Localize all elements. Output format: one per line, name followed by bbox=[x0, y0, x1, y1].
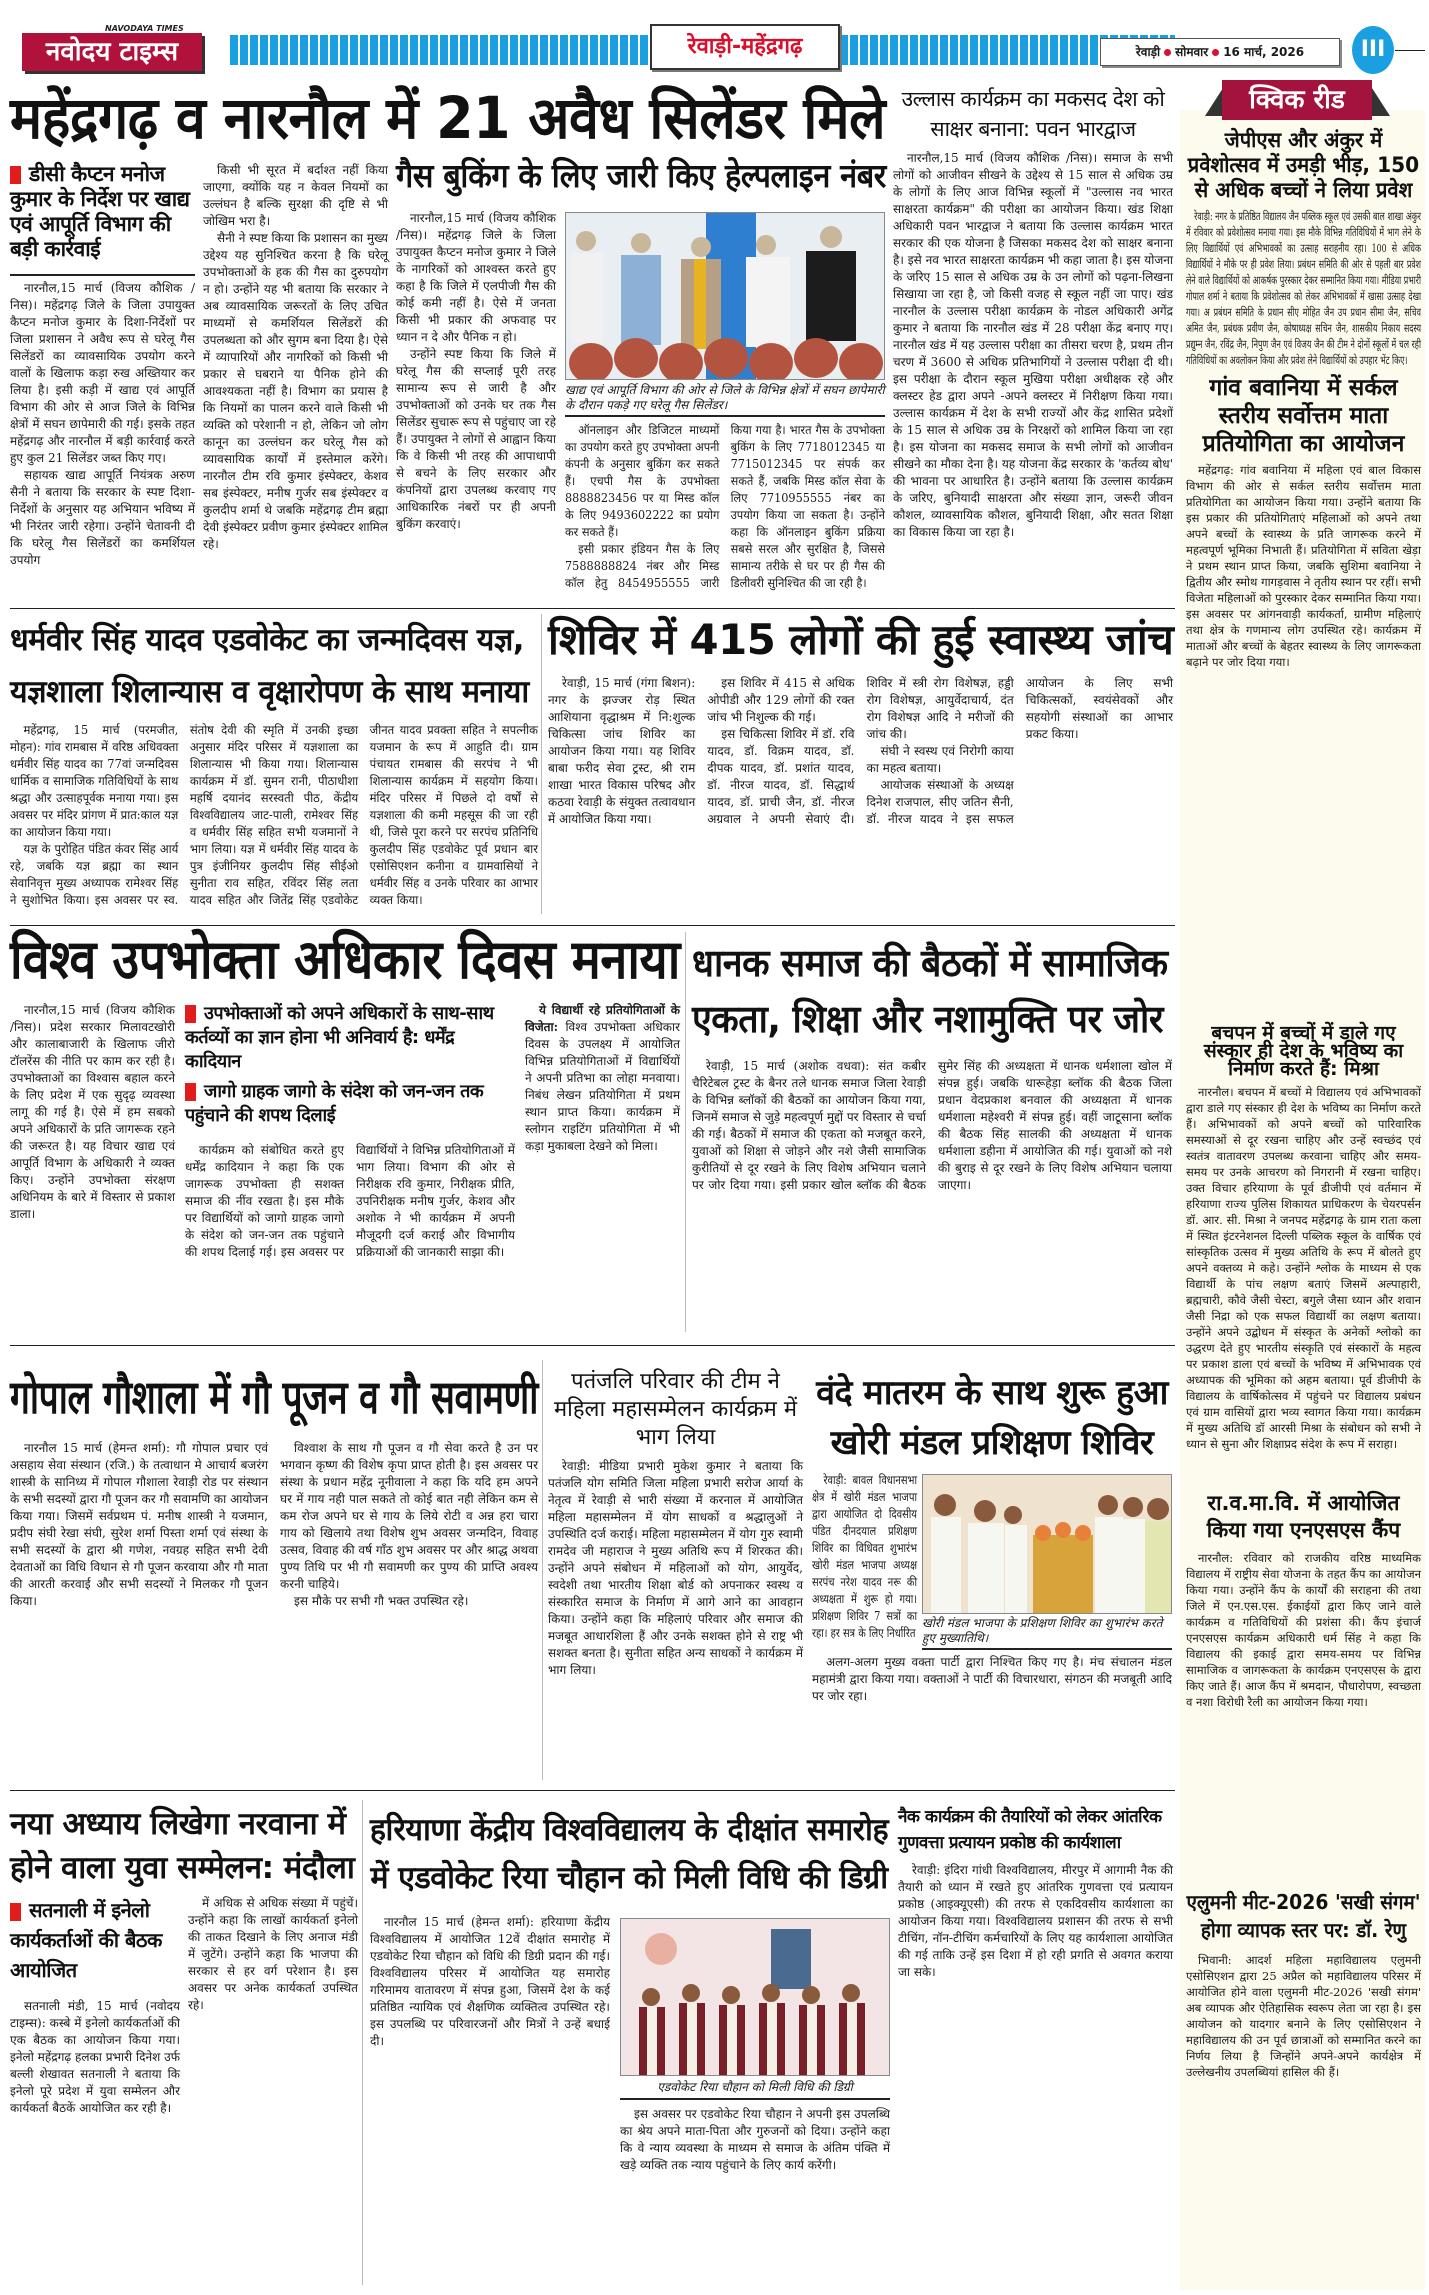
haryana-body bbox=[370, 1914, 610, 2285]
vishwa-body-col4 bbox=[525, 1002, 680, 1332]
paragraph: नारनौल 15 मार्च (हेमन्त शर्मा): गौ गोपाल प्रचार एवं असहाय सेवा संस्थान (रजि.) के तत्वाधान मे आचार्य बजरंग शास्त्री के सानिध्य में गोपाल गौशाला रेवाड़ी रोड पर संस्थान के सभी सदस्यों द्वारा गौ पूजन कर गौ सवामणि का आयोजन किया गया। जिसमें सर्वप्रथम पं. मनीष शास्त्री ने यजमान, प्रदीप संघी रेखा संघी, सुरेश शर्मा पिस्ता शर्मा एवं संस्था के सभी सदस्यों के द्वारा श्री गणेश, नवग्रह सहित सभी देवी देवताओं का विधि विधान से गौ पूजन करवाया और गौ माता की आरती करवाई और सभी सदस्यों ने मिलकर गौ पूजन किया। bbox=[10, 1441, 268, 1608]
paragraph: रेवाड़ी: बावल विधानसभा क्षेत्र में खोरी मंडल भाजपा द्वारा आयोजित दो दिवसीय पंडित दीनदयाल प्रशिक्षण शिविर का विधिवत शुभारंभ खोरी मंडल भाजपा अध्यक्ष सरपंच नरेश यादव नरू की अध्यक्षता में शुरू हो गया। प्रशिक्षण शिविर 7 सत्रों का रहा। हर सत्र के लिए निर्धारित bbox=[812, 1473, 917, 1640]
paragraph: विश्व उपभोक्ता अधिकार दिवस के उपलक्ष्य में आयोजित विभिन्न प्रतियोगिताओं में विद्यार्थियों ने अपनी प्रतिभा का लोहा मनवाया। निबंध लेखन प्रतियोगिता में प्रथम स्थान प्राप्त किया। कार्यक्रम में स्लोगन राइटिंग प्रतियोगिता में भी कड़ा मुकाबला देखने को मिला। bbox=[525, 1020, 680, 1153]
quick-read-headline: बचपन में बच्चों में डाले गए संस्कार ही देश के भविष्य का निर्माण करते हैं: मिश्रा bbox=[1203, 1022, 1404, 1080]
paragraph: नारनौल 15 मार्च (हेमन्त शर्मा): हरियाणा केंद्रीय विश्वविद्यालय में आयोजित 12वें दीक्षांत समारोह में एडवोकेट रिया चौहान को विधि की डिग्री प्रदान की गई। विश्वविद्यालय परिसर में आयोजित यह समारोह गरिमामय वातावरण में संपन्न हुआ, जिसमें देश के कई प्रतिष्ठित न्यायिक एवं शैक्षणिक व्यक्तित्व उपस्थित रहे। इस उपलब्धि पर परिवारजनों और मित्रों ने उन्हें बधाई दी। bbox=[370, 1915, 610, 2048]
dharmveer-headline: धर्मवीर सिंह यादव एडवोकेट का जन्मदिवस यज्ञ, यज्ञशाला शिलान्यास व वृक्षारोपण के साथ मनाया bbox=[10, 622, 529, 710]
gas-cylinders-photo bbox=[565, 212, 885, 380]
haryana-headline-box bbox=[368, 1806, 890, 1906]
quick-read-body bbox=[1186, 462, 1421, 1020]
gopal-headline-box bbox=[10, 1372, 538, 1430]
shivir-headline-box bbox=[548, 616, 1173, 668]
dateline-date: 16 मार्च, 2026 bbox=[1223, 45, 1305, 59]
paragraph: इस चिकित्सा शिविर में डॉ. रवि यादव, डॉ. विक्रम यादव, डॉ. दीपक यादव, डॉ. प्रशांत यादव, डॉ. नीरज यादव, डॉ. सिद्धार्थ यादव, डॉ. प्राची जैन, डॉ. नीरज अग्रवाल ने अपनी सेवाएं दी। शिविर में स्त्री रोग विशेषज्ञ, हड्डी रोग विशेषज्ञ, आयुर्वेदाचार्य, दंत रोग विशेषज्ञ आदि ने मरीजों की जांच की। bbox=[707, 676, 1014, 826]
vande-headline-box bbox=[812, 1368, 1172, 1468]
section-label: रेवाड़ी-महेंद्रगढ़ bbox=[650, 24, 840, 70]
ullas-headline-box bbox=[893, 84, 1173, 146]
convocation-caption: एडवोकेट रिया चौहान को मिली विधि की डिग्री bbox=[657, 2080, 853, 2094]
quick-read-headline-box bbox=[1186, 1888, 1421, 1948]
paragraph: नारनौल। बचपन में बच्चों मे विद्यालय एवं अभिभावकों द्वारा डाले गए संस्कार ही देश के भविष्य का निर्माण करते हैं। अभिभावकों को अपने बच्चों को पारिवारिक समस्याओं से दूर रखना चाहिए और उन्हें स्वच्छंद एवं स्वतंत्र वातावरण उपलब्ध करवाना चाहिए और समय-समय पर उनके आचरण को निगरानी में रखना चाहिए। उक्त विचार हरियाणा के पूर्व डीजीपी एवं वर्तमान में हरियाणा राज्य पुलिस शिकायत प्राधिकरण के चेयरपर्सन डॉ. आर. सी. मिश्रा ने जनपद महेंद्रगढ़ के ग्राम राता कला में स्थित इंटरनेशनल दिल्ली पब्लिक स्कूल के वार्षिक एवं सांस्कृतिक उत्सव में मुख्य अतिथि के रूप में बोलते हुए अपने वक्तव्य मे कहे। उन्होंने श्लोक के माध्यम से एक विद्यार्थी के पांच लक्षण बताएं जिसमें अल्पाहारी, ब्रह्मचारी, कौवे जैसी चेस्टा, बगुले जैसा ध्यान और शवान जैसी निद्रा को एक सफल विद्यार्थी का लक्षण बताया। उन्होंने अपने उद्बोधन में संस्कृत के अनेकों श्लोको का उद्धरण देते हुए भारतीय संस्कृति एवं संस्कारों के महत्व पर प्रकाश डाला एवं बच्चों के भविष्य में अभिभावक एवं अध्यापक की भूमिका को अहम बताया। पूर्व डीजीपी के विद्यालय के वार्षिकोत्सव में पहुंचने पर विद्यालय प्रबंधन एवं ग्राम वासियों द्वारा भव्य स्वागत किया गया। कार्यक्रम में मुख्य अतिथि डॉ आरसी मिश्रा के संबोधन को सभी ने ध्यान से सुना और शिक्षाप्रद संदेश के रूप में सराहा। bbox=[1186, 1085, 1421, 1451]
paragraph: अलग-अलग मुख्य वक्ता पार्टी द्वारा निश्चित किए गए है। मंच संचालन मंडल महामंत्री द्वारा किया गया। वक्ताओं ने पार्टी की विचारधारा, संगठन की मजबूती आदि पर जोर रहा। bbox=[812, 1655, 1172, 1703]
patanjali-headline: पतंजलि परिवार की टीम ने महिला महासम्मेलन कार्यक्रम में भाग लिया bbox=[554, 1369, 797, 1450]
patanjali-headline-box bbox=[548, 1368, 803, 1454]
red-bullet-icon bbox=[10, 166, 21, 184]
paragraph: नारनौल: रविवार को राजकीय वरिष्ठ माध्यमिक विद्यालय में राष्ट्रीय सेवा योजना के तहत कैंप का आयोजन किया गया। उन्होंने कैंप के कार्यों की सराहना की तथा जिले में एन.एस.एस. ईकाईयों द्वारा किए जाने वाले कार्यक्रम व गतिविधियों की प्रशंसा की। कैंप इंचार्ज एनएसएस कार्यक्रम अधिकारी धर्म सिंह ने कहा कि विद्यालय की इकाई द्वारा समय-समय पर विभिन्न सामाजिक व जागरूकता के कार्यक्रम एनएसएस के द्वारा किए जाते हैं। आज कैंप में श्रमदान, पौधारोपण, स्वच्छता व नशा विरोधी रैली का आयोजन किया गया। bbox=[1186, 1551, 1421, 1709]
vishwa-body-col1 bbox=[10, 1002, 175, 1332]
lead-subhead-box bbox=[10, 162, 195, 272]
dateline bbox=[1100, 38, 1340, 66]
gas-headline: गैस बुकिंग के लिए जारी किए हेल्पलाइन नंबर bbox=[396, 156, 886, 195]
vishwa-body-mid bbox=[185, 1142, 515, 1332]
convocation-caption-box bbox=[620, 2080, 890, 2100]
page-number: III bbox=[1352, 26, 1394, 74]
haryana-headline: हरियाणा केंद्रीय विश्वविद्यालय के दीक्षांत समारोह में एडवोकेट रिया चौहान को मिली विधि की डिग्री bbox=[369, 1812, 889, 1896]
paragraph: इस शिविर में 415 से अधिक ओपीडी और 129 लोगों की रक्त जांच भी निशुल्क की गई। bbox=[707, 676, 855, 724]
paragraph: नारनौल,15 मार्च (विजय कौशिक /निस)। समाज के सभी लोगों को आजीवन सीखने के उद्देश्य से 15 साल से अधिक उम्र के लोगों के लिए आज विभिन्न स्कूलों में "उल्लास नव भारत साक्षरता कार्यक्रम" की परीक्षा का आयोजन किया। खंड शिक्षा अधिकारी पवन भारद्वाज ने बताया कि उल्लास कार्यक्रम भारत सरकार की एक योजना है जिसका मकसद देश को साक्षर बनाना है। इसे नव भारत साक्षरता कार्यक्रम भी कहा जाता है। इस योजना के जरिए 15 साल से अधिक उम्र के उन लोगों को पढ़ना-लिखना सिखाया जा रहा है, जो किसी वजह से स्कूल नहीं जा पाए। खंड नारनौल के उल्लास परीक्षा कार्यक्रम के नोडल अधिकारी अगेंद्र कुमार ने बताया कि नारनौल खंड में 28 परीक्षा केंद्र बनाए गए। नारनौल खंड में यह उल्लास परीक्षा का तीसरा चरण है, प्रथम तीन चरण में 3600 से अधिक प्रतिभागियों ने उल्लास परीक्षा दी थी। इस परीक्षा के दौरान स्कूल मुखिया परीक्षा अधीक्षक रहे और क्लस्टर हेड द्वारा अपने -अपने क्लस्टर में निरीक्षण किया गया। उल्लास कार्यक्रम में देश के सभी राज्यों और केंद्र शासित प्रदेशों के 15 साल से अधिक उम्र के निरक्षरों को शामिल किया जा रहा है। इस योजना का मकसद समाज के सभी लोगों को आजीवन सीखने का मौका देना है। यह योजना केंद्र सरकार के 'कर्तव्य बोध' की भावना पर आधारित है। उन्होंने बताया कि उल्लास कार्यक्रम के जरिए, बुनियादी साक्षरता और संख्या ज्ञान, जरूरी जीवन कौशल, व्यावसायिक कौशल, बुनियादी शिक्षा, और सतत शिक्षा का विकास किया जा रहा है। bbox=[893, 151, 1173, 539]
vishwa-bullet: उपभोक्ताओं को अपने अधिकारों के साथ-साथ कर्तव्यों का ज्ञान होना भी अनिवार्य है: धर्मेंद्र कादियान bbox=[185, 1003, 494, 1072]
vande-headline: वंदे मातरम के साथ शुरू हुआ खोरी मंडल प्रशिक्षण शिविर bbox=[816, 1373, 1168, 1463]
dhanak-body bbox=[692, 1058, 1172, 1333]
quick-read-headline-box bbox=[1186, 1490, 1421, 1546]
paragraph: ऑनलाइन और डिजिटल माध्यमों का उपयोग करते हुए उपभोक्ता अपनी कंपनी के अनुसार बुकिंग कर सकते हैं। एचपी गैस के उपभोक्ता 8888823456 पर या मिस्ड कॉल के लिए 9493602222 का प्रयोग कर सकते हैं। bbox=[565, 423, 720, 539]
paragraph: नारनौल,15 मार्च (विजय कौशिक /निस)। महेंद्रगढ़ जिले के जिला उपायुक्त कैप्टन मनोज कुमार ने जिले के नागरिकों को आश्वस्त करते हुए कहा है कि जिले में एलपीजी गैस की कोई कमी नहीं है। ऐसे में जनता किसी भी प्रकार की अफवाह पर ध्यान न दे और पैनिक न हो। bbox=[396, 211, 556, 344]
quick-read-body bbox=[1186, 1952, 1421, 2285]
naya-subhead-box bbox=[10, 1895, 180, 1993]
paragraph: इस अवसर पर एडवोकेट रिया चौहान ने अपनी इस उपलब्धि का श्रेय अपने माता-पिता और गुरुजनों को दिया। उन्होंने कहा कि वे न्याय व्यवस्था के माध्यम से समाज के अंतिम पंक्ति में खड़े व्यक्ति तक न्याय पहुंचाने के लिए कार्य करेंगी। bbox=[620, 2107, 890, 2172]
dharmveer-headline-box bbox=[10, 614, 538, 718]
dateline-day: सोमवार bbox=[1175, 45, 1209, 59]
quick-read-headline: एलुमनी मीट-2026 'सखी संगम' होगा व्यापक स्तर पर: डॉ. रेणु bbox=[1186, 1890, 1421, 1942]
gas-photo-caption: खाद्य एवं आपूर्ति विभाग की ओर से जिले के विभिन्न क्षेत्रों में सघन छापेमारी के दौरान पकड़े गए घरेलू गैस सिलेंडर। bbox=[565, 383, 885, 412]
paragraph: भिवानी: आदर्श महिला महाविद्यालय एलुमनी एसोसिएशन द्वारा 25 अप्रैल को महाविद्यालय परिसर में आयोजित होने वाला एलुमनी मीट-2026 'सखी संगम' अब व्यापक और ऐतिहासिक स्वरूप लेता जा रहा है। इस आयोजन को यादगार बनाने के लिए एसोसिएशन ने महाविद्यालय की उन पूर्व छात्राओं को सम्मानित करने का निर्णय लिया है जिन्होंने अपने-अपने कार्यक्षेत्र में उल्लेखनीय उपलब्धियां हासिल की हैं। bbox=[1186, 1953, 1421, 2079]
paragraph: यज्ञ के पुरोहित पंडित कंवर सिंह आर्य रहे, जबकि यज्ञ ब्रह्मा का स्थान सेवानिवृत्त मुख्य अध्यापक रामेश्वर सिंह ने सुशोभित किया। इस अवसर पर स्व. संतोष देवी की स्मृति में उनकी इच्छा अनुसार मंदिर परिसर में यज्ञशाला का शिलान्यास भी किया गया। शिलान्यास कार्यक्रम में डॉ. सुमन रानी, पीठाधीशा महर्षि दयानंद सरस्वती पीठ, केंद्रीय विश्वविद्यालय जाट-पाली, रामेश्वर सिंह व धर्मवीर सिंह सहित सभी यजमानों ने भाग लिया। यज्ञ में धर्मवीर सिंह यादव के पुत्र इंजीनियर कुलदीप सिंह सीईओ सुनीता राव सहित, रविंदर सिंह लता यादव सहित और जितेंद्र सिंह एडवोकेट जीनत यादव प्रवक्ता सहित ने सपत्नीक यजमान के रूप में आहुति दी। ग्राम पंचायत रामबास की सरपंच ने भी शिलान्यास कार्यक्रम में सहयोग किया। मंदिर परिसर में पिछले दो वर्षों से यज्ञशाला की कमी महसूस की जा रही थी, जिसे पूरा करने पर सरपंच प्रतिनिधि कुलदीप सिंह एडवोकेट पूर्व प्रधान बार एसोसिएशन कनीना व ग्रामवासियों ने धर्मवीर सिंह व उनके परिवार का आभार व्यक्त किया। bbox=[10, 723, 538, 907]
naik-headline-box bbox=[898, 1804, 1173, 1858]
convocation-photo bbox=[620, 1918, 890, 2076]
gopal-body bbox=[10, 1440, 538, 1780]
paragraph: रेवाड़ी: नगर के प्रतिष्ठित विद्यालय जैन पब्लिक स्कूल एवं उसकी बाल शाखा अंकुर में रविवार को प्रवेशोत्सव मनाया गया। इस मौके विभिन्न गतिविधियों में भाग लेने के लिए विद्यार्थियों एवं अभिभावकों का उत्साह सराहनीय रहा। 100 से अधिक विद्यार्थियों ने मौके पर ही प्रवेश लिया। प्रबंधन समिति की ओर से पहली बार प्रवेश लेने वाले विद्यार्थियों को आकर्षक पुरस्कार देकर सम्मानित किया गया। मीडिया प्रभारी गोपाल शर्मा ने बताया कि प्रवेशोत्सव को लेकर अभिभावकों में खासा उत्साह देखा गया। अ प्रबंधन समिति के प्रधान सीए मोहित जैन उप प्रधान सीमा जैन, सचिव अमित जैन, प्रबंधक प्रवीण जैन, कोषाध्यक्ष सचिन जैन, शासकीय निकाय सदस्य प्रद्युम्न जैन, रविंद्र जैन, निपुण जैन एवं विजय जैन की टीम ने दोनों स्कूलों में चल रही गतिविधियों का अवलोकन किया और प्रवेश लेने विद्यार्थियों को उपहार भेंट किए। bbox=[1186, 209, 1421, 367]
winners-label: ये विद्यार्थी रहे प्रतियोगिताओं के विजेता: bbox=[525, 1003, 680, 1034]
red-bullet-icon bbox=[10, 1903, 21, 1921]
paragraph: रेवाड़ी, 15 मार्च (गंगा बिशन): नगर के झज्जर रोड़ स्थित आशियाना वृद्धाश्रम में नि:शुल्क चिकित्सा जांच शिविर का आयोजन किया गया। यह शिविर बाबा फरीद सेवा ट्रस्ट, श्री राम शाखा भारत विकास परिषद और कठवा रेवाड़ी के संयुक्त तत्वावधान में आयोजित किया गया। bbox=[548, 676, 696, 826]
quick-read-label: क्विक रीड bbox=[1222, 80, 1372, 120]
vande-body-side bbox=[812, 1472, 917, 1644]
shivir-headline: शिविर में 415 लोगों की हुई स्वास्थ्य जांच bbox=[548, 615, 1174, 664]
dateline-city: रेवाड़ी bbox=[1135, 45, 1161, 59]
naya-subhead: सतनाली में इनेलो कार्यकर्ताओं की बैठक आयोजित bbox=[10, 1898, 162, 1982]
quick-read-headline-box bbox=[1186, 128, 1421, 204]
bullet-icon bbox=[1212, 49, 1219, 56]
vishwa-bullets bbox=[185, 1002, 515, 1137]
vande-photo-caption-box bbox=[922, 1616, 1172, 1650]
paragraph: कार्यक्रम को संबोधित करते हुए धर्मेंद्र कादियान ने कहा कि एक जागरूक उपभोक्ता ही सशक्त समाज की नींव रखता है। इस मौके पर विद्यार्थियों को जागो ग्राहक जागो के संदेश को जन-जन तक पहुंचाने की शपथ दिलाई गई। इस अवसर पर विद्यार्थियों ने विभिन्न प्रतियोगिताओं में भाग लिया। विभाग की ओर से निरीक्षक रवि कुमार, निरीक्षक प्रीति, उपनिरीक्षक मनीष गुर्जर, केशव और अशोक ने भी कार्यक्रम में अपनी मौजूदगी दर्ज कराई और विभागीय प्रक्रियाओं की जानकारी साझा की। bbox=[185, 1143, 515, 1259]
quick-read-body bbox=[1186, 1550, 1421, 1884]
paragraph: रेवाड़ी: मीडिया प्रभारी मुकेश कुमार ने बताया कि पतंजलि योग समिति जिला महिला प्रभारी सरोज आर्या के नेतृत्व में रेवाड़ी से भारी संख्या में करनाल में आयोजित महिला महासम्मेलन में योग साधकों व श्रद्धालुओं ने उपस्थिति दर्ज कराई। महिला महासम्मेलन में योग गुरु स्वामी रामदेव जी महाराज ने मुख्य अतिथि रूप में शिरकत की। उन्होंने अपने संबोधन में महिलाओं को योग, आयुर्वेद, स्वदेशी तथा भारतीय शिक्षा बोर्ड को अपनाकर स्वस्थ व संस्कारित समाज के निर्माण में आगे आने का आवहान किया। उन्होंने कहा कि महिलाएं परिवार और समाज की मजबूत आधारशिला हैं और उनके सशक्त होने से राष्ट्र भी सशक्त बनता है। सुनीता सहित अन्य साधकों ने कार्यक्रम में भाग लिया। bbox=[548, 1459, 803, 1677]
vande-training-photo bbox=[922, 1474, 1172, 1614]
bullet-icon bbox=[1164, 49, 1171, 56]
lead-subhead: डीसी कैप्टन मनोज कुमार के निर्देश पर खाद्य एवं आपूर्ति विभाग की बड़ी कार्रवाई bbox=[10, 162, 190, 261]
quick-read-headline: गांव बवानिया में सर्कल स्तरीय सर्वोत्तम माता प्रतियोगिता का आयोजन bbox=[1202, 375, 1405, 457]
paragraph: महेंद्रगढ़, 15 मार्च (परमजीत, मोहन): गांव रामबास में वरिष्ठ अधिवक्ता धर्मवीर सिंह यादव का 77वां जन्मदिवस धार्मिक व सामाजिक गतिविधियों के साथ श्रद्धा और उत्साहपूर्वक मनाया गया। इस अवसर पर मंदिर प्रांगण में प्रात:काल यज्ञ का आयोजन किया गया। bbox=[10, 723, 179, 839]
paragraph: रेवाड़ी: इंदिरा गांधी विश्वविद्यालय, मीरपुर में आगामी नैक की तैयारी को ध्यान में रखते हुए आंतरिक गुणवत्ता एवं प्रत्यायन प्रकोष्ठ (आइक्यूएसी) की तरफ से एकदिवसीय कार्यशाला का आयोजन किया गया। विश्वविद्यालय प्रशासन की तरफ से सभी टीचिंग, नॉन-टीचिंग कर्मचारियों के लिए यह कार्यशाला आयोजित की गई ताकि उन्हें इस दिशा में हो रही प्रगति से अवगत कराया जा सके। bbox=[898, 1863, 1173, 1979]
shivir-body bbox=[548, 675, 1173, 913]
gas-body bbox=[565, 422, 885, 600]
paragraph: विश्वाश के साथ गौ पूजन व गौ सेवा करते है उन पर भगवान कृष्ण की विशेष कृपा प्राप्त होती है। इस अवसर पर संस्था के प्रधान महेंद्र नूनीवाला ने कहा कि यदि हम अपने घर में गाय नही पाल सकते तो कोई बात नही लेकिन कम से कम रोज अपने घर से गाय के लिये रोटी व अन्न हरा चारा गाय को खिलाये तथा विशेष शुभ अवसर जन्मदिन, विवाह उत्सव, विवाह की वर्ष गाँठ शुभ अवसर पर और श्राद्ध अथवा पुण्य तिथि पर भी गौ सवामणी कर पुण्य की प्राप्ति अवश्य करनी चाहिये। bbox=[280, 1441, 538, 1591]
gas-body-intro bbox=[396, 210, 556, 600]
naya-headline: नया अध्याय लिखेगा नरवाना में होने वाला युवा सम्मेलन: मंदौला bbox=[10, 1806, 355, 1886]
quick-read-headline-box bbox=[1186, 374, 1421, 458]
gopal-headline: गोपाल गौशाला में गौ पूजन व गौ सवामणी bbox=[10, 1370, 539, 1424]
vishwa-headline-box bbox=[10, 930, 680, 994]
paragraph: नारनौल,15 मार्च (विजय कौशिक /निस)। महेंद्रगढ़ जिले के जिला उपायुक्त कैप्टन मनोज कुमार के दिशा-निर्देशों पर जिला प्रशासन ने अवैध रूप से घरेलू गैस सिलेंडरों का व्यावसायिक उपयोग करने वालों के खिलाफ कड़ा रुख अख्तियार कर लिया है। इसी कड़ी में खाद्य एवं आपूर्ति विभाग की ओर से आज जिले के विभिन्न क्षेत्रों में सघन छापेमारी की गई। इसके तहत महेंद्रगढ़ और नारनौल में बड़ी कार्रवाई करते हुए कुल 21 सिलेंडर जब्त किए गए। bbox=[10, 281, 195, 465]
gas-headline-box bbox=[396, 158, 886, 202]
paragraph: सतनाली मंडी, 15 मार्च (नवोदय टाइम्स): कस्बे में इनेलो कार्यकर्ताओं की एक बैठक का आयोजन किया गया। इनेलो महेंद्रगढ़ हलका प्रभारी दिनेश उर्फ बल्ली शेखावत सतनाली ने बताया कि इनेलो पूरे प्रदेश में युवा सम्मेलन और कार्यकर्ता बैठकें आयोजित कर रही है। bbox=[10, 1999, 180, 2115]
ullas-headline: उल्लास कार्यक्रम का मकसद देश को साक्षर बनाना: पवन भारद्वाज bbox=[901, 87, 1165, 141]
brand-english: NAVODAYA TIMES bbox=[105, 24, 184, 33]
paragraph: सैनी ने स्पष्ट किया कि प्रशासन का मुख्य उद्देश्य यह सुनिश्चित करना है कि घरेलू उपभोक्ताओं के हक की गैस का दुरुपयोग न हो। उन्होंने यह भी बताया कि सरकार ने अब व्यावसायिक जरूरतों के लिए उचित माध्यमों से कमर्शियल सिलेंडरों की उपलब्धता को और सुगम बना दिया है। ऐसे में व्यापारियों और नागरिकों को किसी भी प्रकार से घबराने या पैनिक होने की आवश्यकता नहीं है। विभाग का प्रयास है कि नियमों का पालन करने वाले किसी भी व्यक्ति को परेशानी न हो, लेकिन जो लोग कानून का उल्लंघन कर घरेलू गैस को व्यावसायिक कार्यों में इस्तेमाल करेंगे। नारनौल टीम रवि कुमार इंस्पेक्टर, केशव सब इंस्पेक्टर, मनीष गुर्जर सब इंस्पेक्टर व कुलदीप शर्मा थे जबकि महेंद्रगढ़ टीम ब्रह्मा देवी इंस्पेक्टर प्रवीण कुमार इंस्पेक्टर शामिल रहे। bbox=[203, 231, 388, 551]
ullas-body bbox=[893, 150, 1173, 602]
paragraph: संघी ने स्वस्थ एवं निरोगी काया का महत्व बताया। bbox=[866, 744, 1014, 775]
patanjali-body bbox=[548, 1458, 803, 1780]
naik-headline: नैक कार्यक्रम की तैयारियों को लेकर आंतरिक गुणवत्ता प्रत्यायन प्रकोष्ठ की कार्यशाला bbox=[898, 1807, 1162, 1853]
naya-body-col1 bbox=[10, 1998, 180, 2285]
quick-read-headline: जेपीएस और अंकुर में प्रवेशोत्सव में उमड़ी भीड़, 150 से अधिक बच्चों ने लिया प्रवेश bbox=[1187, 128, 1420, 202]
lead-headline-box bbox=[10, 86, 885, 154]
newspaper-logo: नवोदय टाइम्स bbox=[22, 33, 202, 71]
naya-headline-box bbox=[10, 1802, 358, 1890]
paragraph: रेवाड़ी, 15 मार्च (अशोक वधवा): संत कबीर चैरिटेबल ट्रस्ट के बैनर तले धानक समाज जिला रेवाड़ी के विभिन्न ब्लॉकों की बैठकों का आयोजन किया गया, जिनमें समाज से जुड़े महत्वपूर्ण मुद्दों पर विस्तार से चर्चा की गई। बैठकों में समाज की एकता को मजबूत करने, युवाओं को शिक्षा से जोड़ने और नशे जैसी सामाजिक कुरीतियों से दूर रखने के लिए विशेष अभियान चलाने पर जोर दिया गया। इसी प्रकार खोल ब्लॉक की बैठक सुमेर सिंह की अध्यक्षता में धानक धर्मशाला खोल में संपन्न हुई। जबकि धारूहेड़ा ब्लॉक की बैठक जिला प्रधान वेदप्रकाश बनवाल की अध्यक्षता में धानक धर्मशाला महेश्वरी में संपन्न हुई। वहीं जाटूसाना ब्लॉक की बैठक सिंह सालकी की अध्यक्षता में धानक धर्मशाला डहीना में आयोजित की गई। युवाओं को नशे की बुराइ से दूर रखने के लिए विशेष अभियान चलाया जाएगा। bbox=[692, 1059, 1172, 1192]
paragraph: में अधिक से अधिक संख्या में पहुंचें। उन्होंने कहा कि लाखों कार्यकर्ता इनेलो की ताकत दिखाने के लिए अनाज मंडी में जुटेंगे। उन्होंने कहा कि भाजपा की सरकार से हर वर्ग परेशान है। इस अवसर पर अनेक कार्यकर्ता उपस्थित रहे। bbox=[188, 1896, 358, 2012]
paragraph: आयोजक संस्थाओं के अध्यक्ष दिनेश राजपाल, सीए जतिन सैनी, डॉ. नीरज यादव ने इस सफल आयोजन के लिए सभी चिकित्सकों, स्वयंसेवकों और सहयोगी संस्थाओं का आभार प्रकट किया। bbox=[866, 676, 1173, 826]
lead-body-col2 bbox=[203, 162, 388, 600]
paragraph: सहायक खाद्य आपूर्ति नियंत्रक अरुण सैनी ने बताया कि सरकार के स्पष्ट दिशा-निर्देशों के अनुसार यह अभियान भविष्य में भी निरंतर जारी रहेगा। उन्होंने चेतावनी दी कि घरेलू गैस सिलेंडरों का कमर्शियल उपयोग bbox=[10, 468, 195, 567]
gas-photo-caption-box bbox=[565, 383, 885, 417]
dhanak-headline-box bbox=[692, 935, 1172, 1051]
paragraph: उन्होंने स्पष्ट किया कि जिले में घरेलू गैस की सप्लाई पूरी तरह सामान्य रूप से जारी है और उपभोक्ताओं को उनके घर तक गैस सिलेंडर सुचारू रूप से पहुंचाए जा रहे हैं। उपायुक्त ने लोगों से आह्वान किया कि वे किसी भी तरह की आपाधापी से बचने के लिए सरकार और कंपनियों द्वारा उपलब्ध करवाए गए आधिकारिक नंबरों पर ही अपनी बुकिंग करवाएं। bbox=[396, 347, 556, 531]
paragraph: किसी भी सूरत में बर्दाश्त नहीं किया जाएगा, क्योंकि यह न केवल नियमों का उल्लंघन है बल्कि सुरक्षा की दृष्टि से भी जोखिम भरा है। bbox=[203, 163, 388, 228]
naya-body-col2 bbox=[188, 1895, 358, 2285]
quick-read-body bbox=[1186, 1084, 1421, 1486]
paragraph: महेंद्रगढ़: गांव बवानिया में महिला एवं बाल विकास विभाग की ओर से सर्कल स्तरीय सर्वोत्तम माता प्रतियोगिता का आयोजन किया गया। उन्होंने बताया कि इस प्रकार की प्रतियोगिताएं महिलाओं को अपने तथा अपने बच्चों के स्वास्थ्य के प्रति जागरूक करने में महत्वपूर्ण भूमिका निभाती हैं। प्रतियोगिता में सविता खेड़ा ने प्रथम स्थान प्राप्त किया, जबकि सुशिमा बवानिया ने द्वितीय और स्मोथ गागड़वास ने तृतीय स्थान पर रहीं। सभी विजेता महिलाओं को पुरस्कार देकर सम्मानित किया गया। इस अवसर पर आंगनवाड़ी कार्यकर्ता, ग्रामीण महिलाएं तथा क्षेत्र के गणमान्य लोग उपस्थित रहे। कार्यक्रम में माताओं और बच्चों के बेहतर स्वास्थ्य के लिए जागरूकता बढ़ाने पर जोर दिया गया। bbox=[1186, 463, 1421, 669]
dharmveer-body bbox=[10, 722, 538, 910]
vande-photo-caption: खोरी मंडल भाजपा के प्रशिक्षण शिविर का शुभारंभ करते हुए मुख्यातिथि। bbox=[922, 1616, 1163, 1645]
haryana-body-right bbox=[620, 2106, 890, 2285]
dhanak-headline: धानक समाज की बैठकों में सामाजिक एकता, शिक्षा और नशामुक्ति पर जोर bbox=[692, 941, 1168, 1041]
quick-read-body bbox=[1186, 208, 1421, 370]
paragraph: इस मौके पर सभी गौ भक्त उपस्थित रहे। bbox=[294, 1594, 469, 1608]
lead-headline: महेंद्रगढ़ व नारनौल में 21 अवैध सिलेंडर मिले bbox=[10, 84, 886, 152]
lead-body-col1 bbox=[10, 280, 195, 600]
vishwa-headline: विश्व उपभोक्ता अधिकार दिवस मनाया bbox=[10, 928, 680, 991]
paragraph: इसी प्रकार इंडियन गैस के लिए 7588888824 नंबर और मिस्ड कॉल हेतु 8454955555 जारी किया गया है। भारत गैस के उपभोक्ता बुकिंग के लिए 7718012345 या 7715012345 पर संपर्क कर सकते हैं, जबकि मिस्ड कॉल सेवा के लिए 7710955555 नंबर का उपयोग किया जा सकता है। उन्होंने कहा कि ऑनलाइन बुकिंग प्रक्रिया सबसे सरल और सुरक्षित है, जिससे सामान्य तरीके से घर पर ही गैस की डिलीवरी सुनिश्चित की जा रही है। bbox=[565, 423, 885, 590]
quick-read-headline: रा.व.मा.वि. में आयोजित किया गया एनएसएस कैंप bbox=[1206, 1491, 1401, 1542]
paragraph: नारनौल,15 मार्च (विजय कौशिक /निस)। प्रदेश सरकार मिलावटखोरी और कालाबाजारी के खिलाफ जीरो टॉलरेंस की नीति पर काम कर रही है। उपभोक्ताओं का विश्वास बहाल करने के लिए प्रदेश में एक सुदृढ़ व्यवस्था लागू की गई है। ऐसे में हम सबको अपने अधिकारों के प्रति जागरूक रहने की जरूरत है। यह विचार खाद्य एवं आपूर्ति विभाग के अधिकारी ने व्यक्त किए। उन्होंने उपभोक्ता संरक्षण अधिनियम के बारे में विस्तार से प्रकाश डाला। bbox=[10, 1003, 175, 1221]
vande-body-bottom bbox=[812, 1654, 1172, 1782]
quick-read-headline-box bbox=[1186, 1024, 1421, 1080]
red-bullet-icon bbox=[185, 1005, 196, 1023]
red-bullet-icon bbox=[185, 1083, 196, 1101]
vishwa-bullet: जागो ग्राहक जागो के संदेश को जन-जन तक पहुंचाने की शपथ दिलाई bbox=[185, 1081, 484, 1126]
naik-body bbox=[898, 1862, 1173, 2285]
